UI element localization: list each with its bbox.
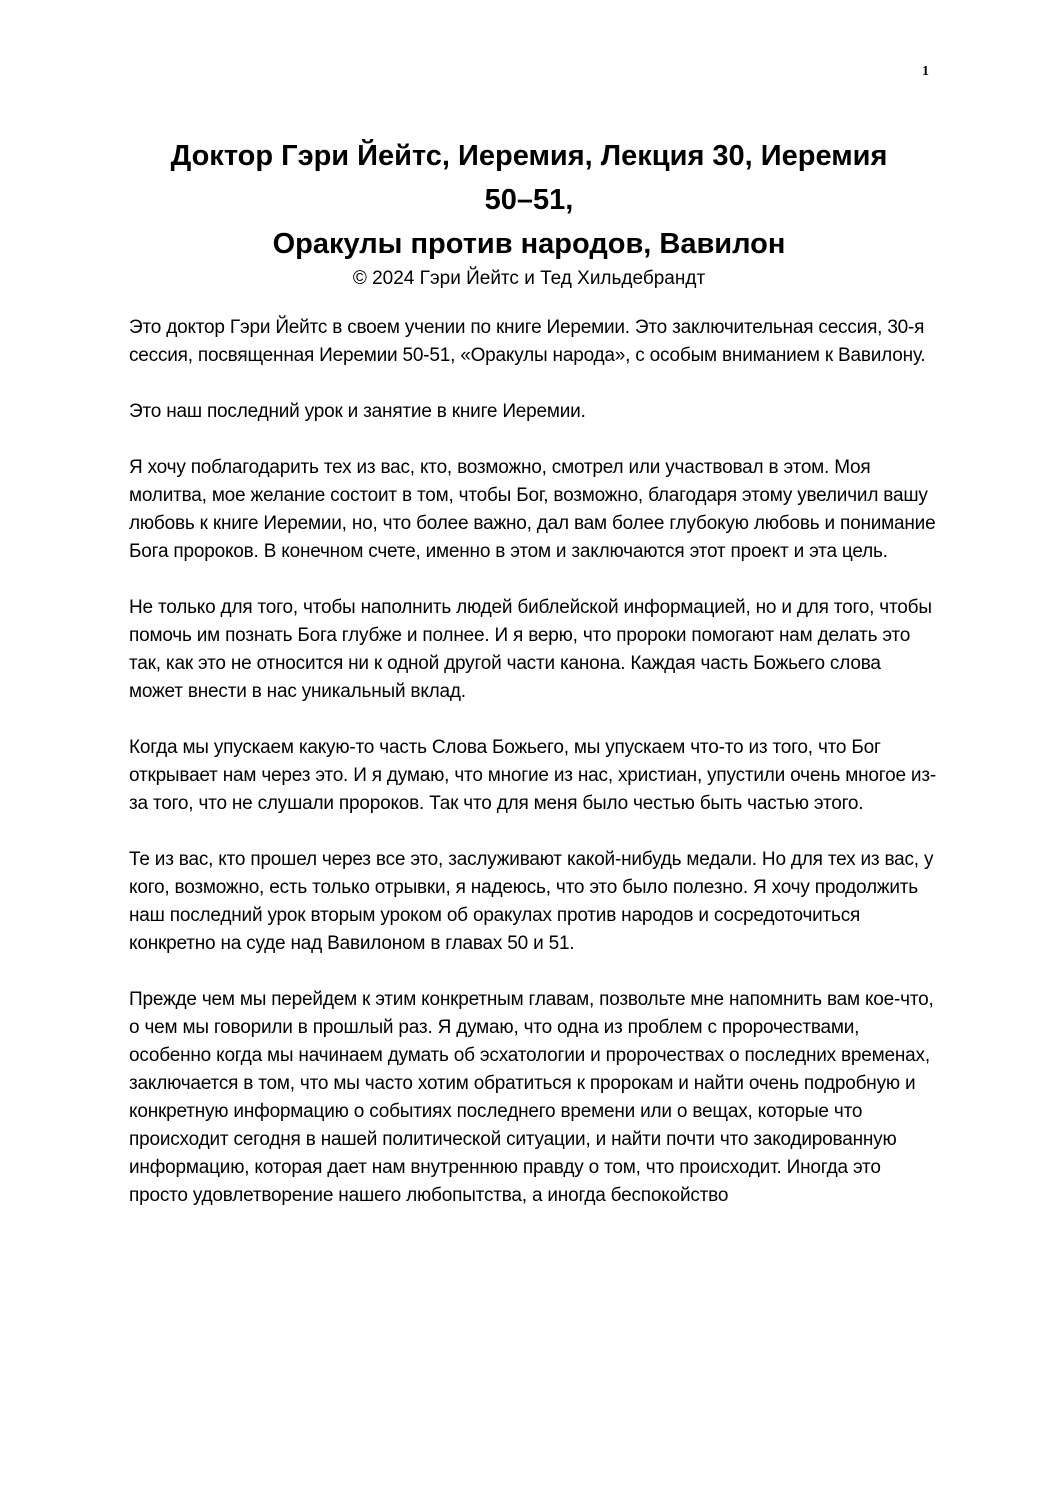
- document-body: [129, 314, 939, 1238]
- copyright-line: © 2024 Гэри Йейтс и Тед Хильдебрандт: [352, 268, 706, 289]
- paragraph: Не только для того, чтобы наполнить людей библейской информацией, но и для того, чтобы помочь им познать Бога глубже и полнее. И я верю, что пророки помогают нам делать это так, как это не относится ни к одной другой части канона. Каждая часть Божьего слова может внести в нас уникальный вклад.: [129, 597, 932, 702]
- paragraph: Это наш последний урок и занятие в книге Иеремии.: [129, 401, 586, 422]
- paragraph: Это доктор Гэри Йейтс в своем учении по книге Иеремии. Это заключительная сессия, 30-я сессия, посвященная Иеремии 50-51, «Оракулы народа», с особым вниманием к Вавилону.: [129, 317, 926, 366]
- paragraph: Я хочу поблагодарить тех из вас, кто, возможно, смотрел или участвовал в этом. Моя молитва, мое желание состоит в том, чтобы Бог, возможно, благодаря этому увеличил вашу любовь к книге Иеремии, но, что более важно, дал вам более глубокую любовь и понимание Бога пророков. В конечном счете, именно в этом и заключаются этот проект и эта цель.: [129, 457, 936, 562]
- paragraph: Прежде чем мы перейдем к этим конкретным главам, позвольте мне напомнить вам кое-что, о чем мы говорили в прошлый раз. Я думаю, что одна из проблем с пророчествами, особенно когда мы начинаем думать об эсхатологии и пророчествах о последних временах, заключается в том, что мы часто хотим обратиться к пророкам и найти очень подробную и конкретную информацию о событиях последнего времени или о вещах, которые что происходит сегодня в нашей политической ситуации, и найти почти что закодированную информацию, которая дает нам внутреннюю правду о том, что происходит. Иногда это просто удовлетворение нашего любопытства, а иногда беспокойство: [129, 989, 934, 1206]
- page-number: 1: [922, 64, 929, 79]
- paragraph: Те из вас, кто прошел через все это, заслуживают какой-нибудь медали. Но для тех из вас, у кого, возможно, есть только отрывки, я надеюсь, что это было полезно. Я хочу продолжить наш последний урок вторым уроком об оракулах против народов и сосредоточиться конкретно на суде над Вавилоном в главах 50 и 51.: [129, 849, 934, 954]
- title-line-3: Оракулы против народов, Вавилон: [272, 228, 786, 260]
- paragraph: Когда мы упускаем какую-то часть Слова Божьего, мы упускаем что-то из того, что Бог открывает нам через это. И я думаю, что многие из нас, христиан, упустили очень многое из-за того, что не слушали пророков. Так что для меня было честью быть частью этого.: [129, 737, 936, 814]
- title-line-2: 50–51,: [484, 184, 574, 216]
- document-header: [80, 134, 978, 292]
- title-line-1: Доктор Гэри Йейтс, Иеремия, Лекция 30, Иеремия: [170, 140, 888, 172]
